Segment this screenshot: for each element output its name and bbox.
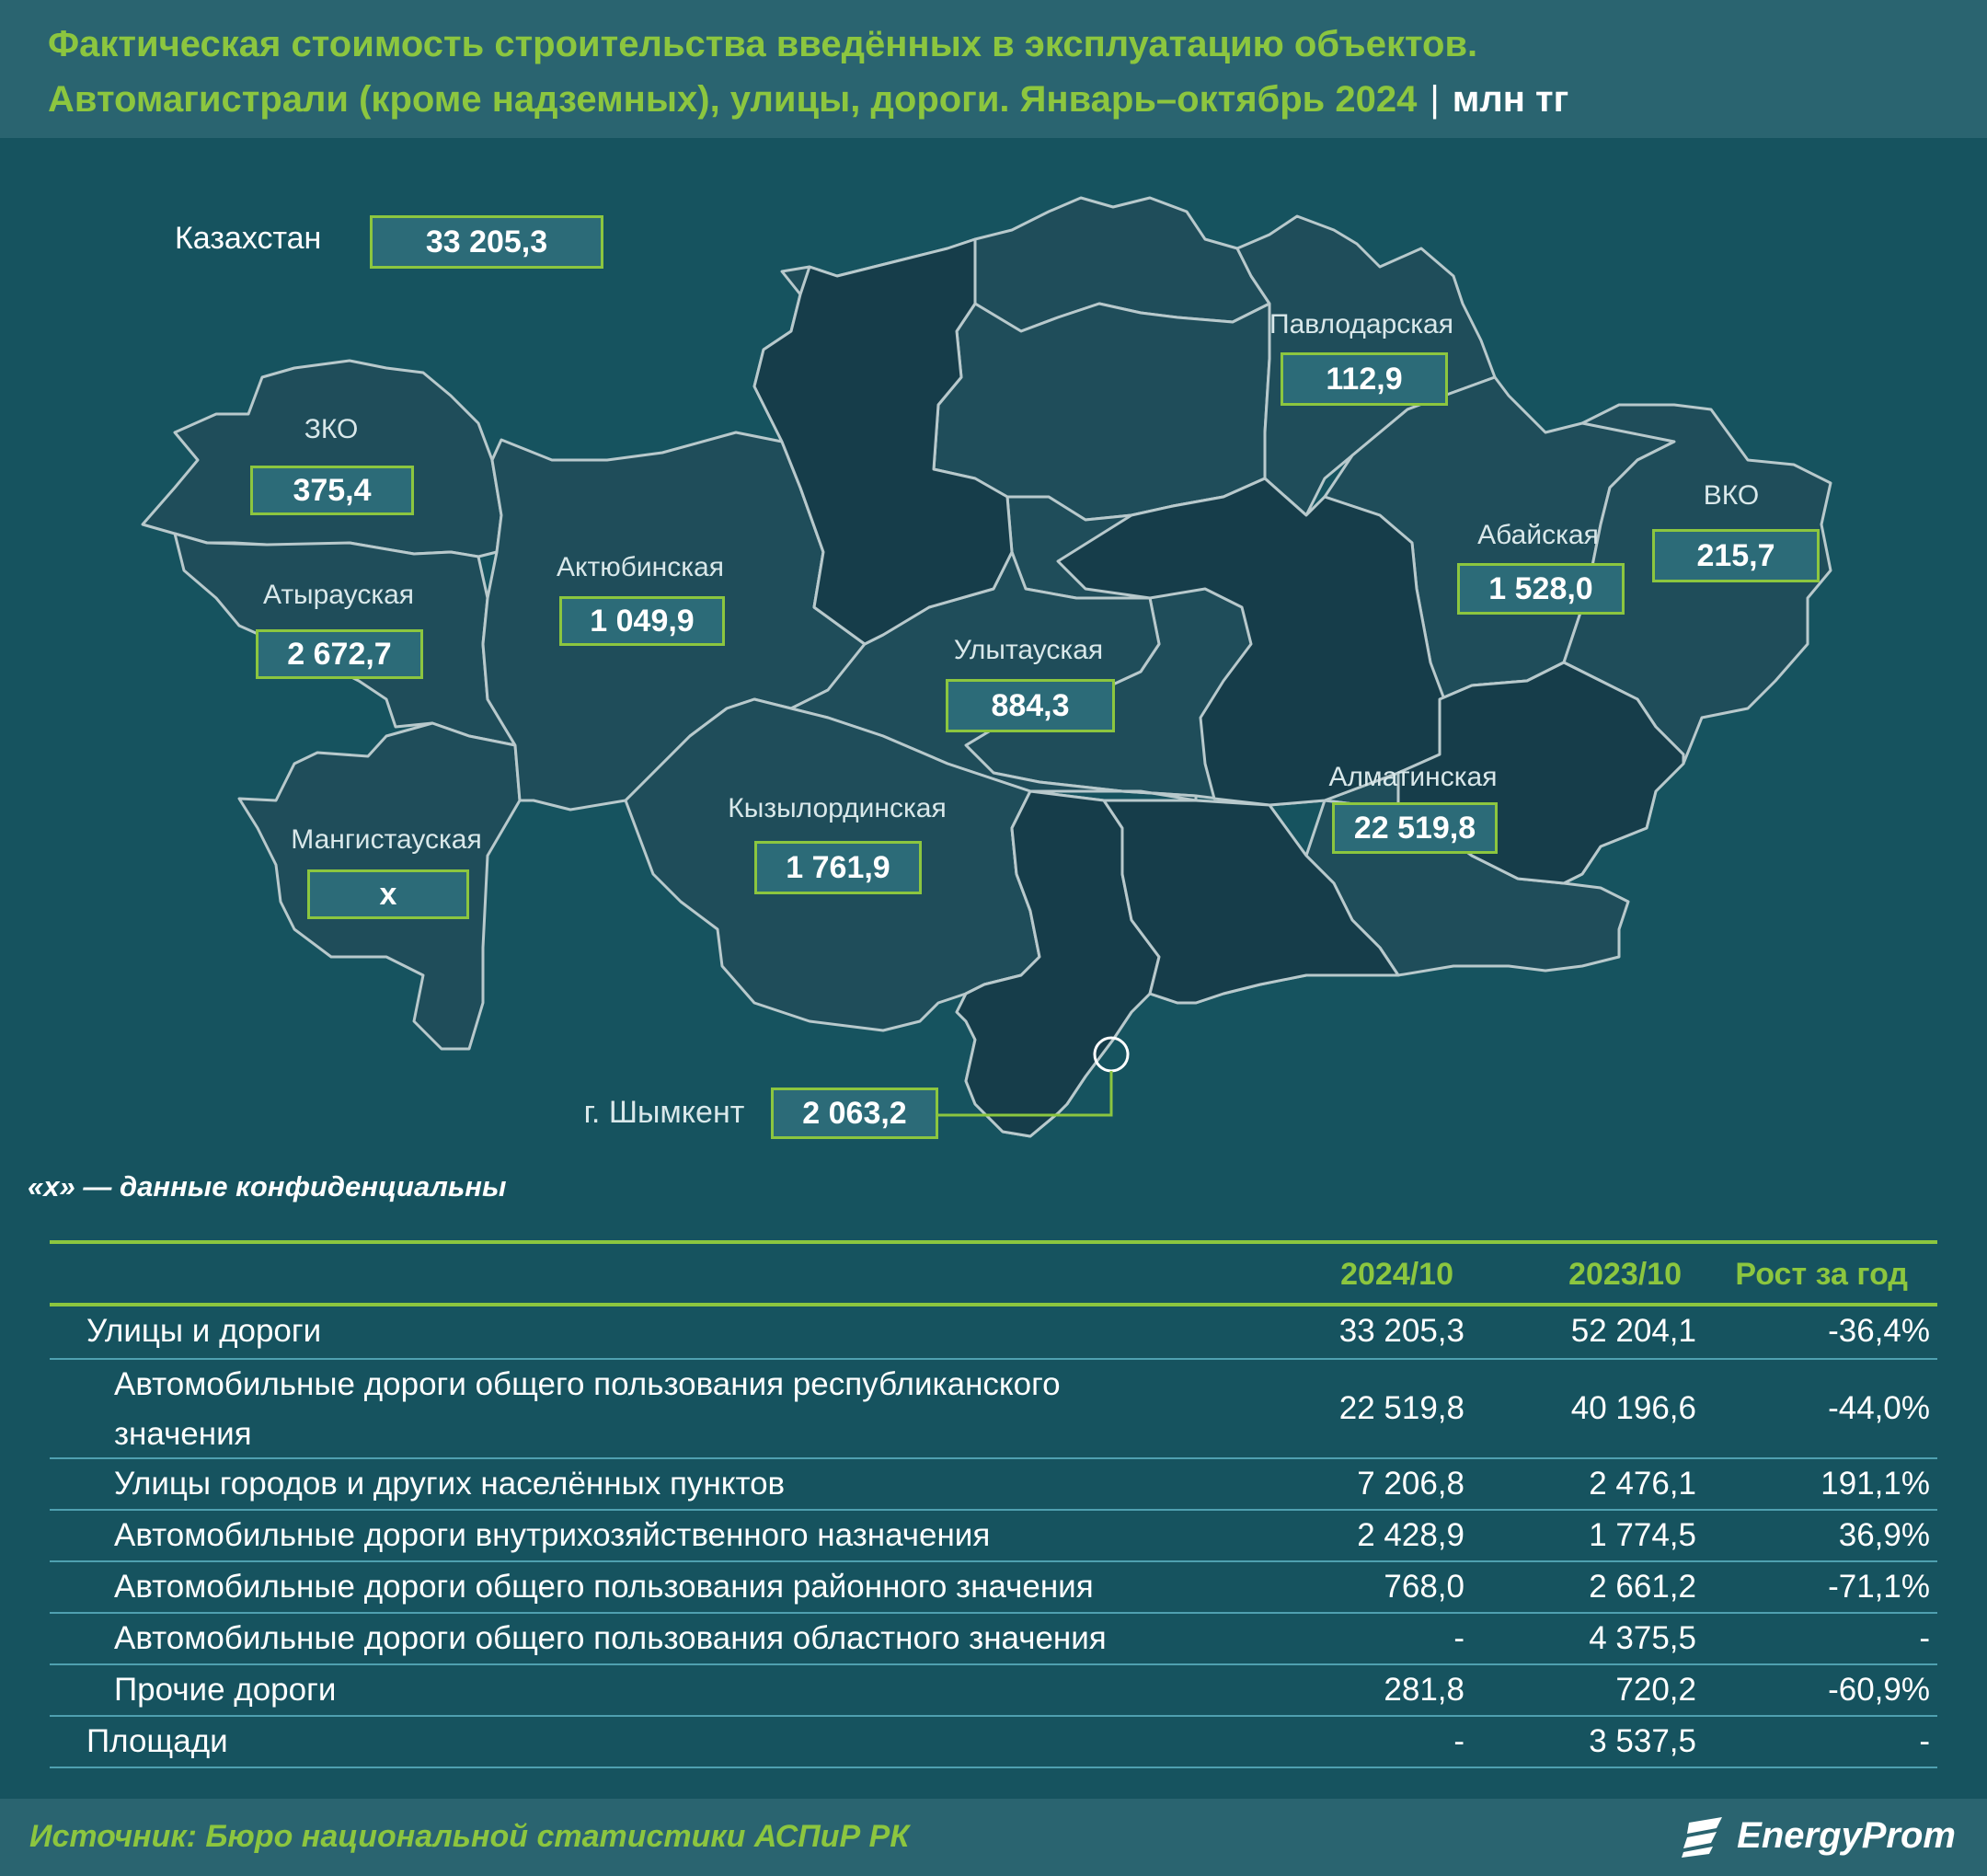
- brand-name: EnergyProm: [1737, 1814, 1956, 1856]
- row-growth: 36,9%: [1838, 1517, 1930, 1553]
- table-row: [50, 1665, 1937, 1717]
- row-name: Автомобильные дороги общего пользования областного значения: [114, 1620, 1107, 1656]
- row-value-2024: 2 428,9: [1357, 1517, 1464, 1553]
- region-label-kyzylorda: Кызылординская: [728, 793, 947, 823]
- region-label-shymkent: г. Шымкент: [583, 1095, 745, 1130]
- region-label-vko: ВКО: [1703, 480, 1760, 511]
- row-name-line-1: Автомобильные дороги общего пользования республиканского: [114, 1366, 1061, 1402]
- source-text: Источник: Бюро национальной статистики АСПиР РК: [29, 1819, 910, 1854]
- region-value-shymkent: 2 063,2: [771, 1088, 938, 1139]
- region-label-zko: ЗКО: [304, 414, 359, 444]
- row-name: Улицы и дороги: [86, 1313, 322, 1349]
- table-row: [50, 1511, 1937, 1562]
- region-value-zko: 375,4: [250, 466, 414, 515]
- row-value-2024: 768,0: [1384, 1569, 1464, 1605]
- region-label-ulytau: Улытауская: [953, 635, 1104, 665]
- region-value-pavlodar: 112,9: [1281, 352, 1448, 406]
- row-value-2023: 40 196,6: [1570, 1390, 1696, 1426]
- row-name: Площади: [86, 1723, 228, 1759]
- row-name: [114, 1360, 1061, 1459]
- data-table: [50, 1240, 1937, 1768]
- table-row: [50, 1614, 1937, 1665]
- row-value-2024: 33 205,3: [1338, 1313, 1464, 1349]
- row-value-2024: 7 206,8: [1357, 1466, 1464, 1502]
- title-line-2: [48, 79, 1568, 121]
- row-value-2023: 2 661,2: [1589, 1569, 1696, 1605]
- region-label-aktobe: Актюбинская: [557, 552, 724, 582]
- row-value-2024: -: [1453, 1723, 1464, 1759]
- header: [0, 0, 1987, 138]
- row-value-2023: 720,2: [1615, 1672, 1696, 1708]
- region-value-kyzylorda: 1 761,9: [754, 841, 922, 894]
- table-header: [50, 1244, 1937, 1306]
- table-row: [50, 1459, 1937, 1511]
- region-value-atyrau: 2 672,7: [256, 629, 423, 679]
- row-name: Автомобильные дороги общего пользования районного значения: [114, 1569, 1094, 1605]
- table-row: [50, 1562, 1937, 1614]
- row-name-line-2: значения: [114, 1416, 252, 1452]
- table-header-growth: Рост за год: [1735, 1257, 1908, 1292]
- region-value-aktobe: 1 049,9: [559, 596, 725, 646]
- confidential-note: «х» — данные конфиденциальны: [28, 1170, 507, 1203]
- kazakhstan-total-value: 33 205,3: [370, 215, 603, 269]
- region-value-abai: 1 528,0: [1457, 563, 1625, 615]
- row-value-2024: -: [1453, 1620, 1464, 1656]
- row-growth: -71,1%: [1828, 1569, 1930, 1605]
- region-value-mangistau: х: [307, 869, 469, 919]
- row-value-2024: 22 519,8: [1338, 1390, 1464, 1426]
- title-line-1: Фактическая стоимость строительства введённых в эксплуатацию объектов.: [48, 24, 1478, 64]
- row-growth: -: [1919, 1620, 1930, 1656]
- region-zko: [143, 361, 501, 557]
- row-value-2023: 52 204,1: [1570, 1313, 1696, 1349]
- row-value-2023: 3 537,5: [1589, 1723, 1696, 1759]
- row-growth: 191,1%: [1820, 1466, 1930, 1502]
- row-name: Прочие дороги: [114, 1672, 337, 1708]
- brand-logo: [1680, 1812, 1956, 1859]
- table-header-2023: 2023/10: [1568, 1257, 1682, 1292]
- region-label-atyrau: Атырауская: [262, 580, 415, 610]
- row-value-2023: 4 375,5: [1589, 1620, 1696, 1656]
- table-row: [50, 1360, 1937, 1459]
- row-value-2023: 2 476,1: [1589, 1466, 1696, 1502]
- row-value-2023: 1 774,5: [1589, 1517, 1696, 1553]
- energyprom-logo-icon: [1680, 1812, 1728, 1859]
- region-label-almaty: Алматинская: [1328, 762, 1498, 792]
- title-separator: |: [1430, 79, 1440, 120]
- title-line-2-text: Автомагистрали (кроме надземных), улицы, дороги. Январь–октябрь 2024: [48, 79, 1418, 120]
- kazakhstan-label: Казахстан: [175, 221, 322, 256]
- title-unit: млн тг: [1452, 79, 1569, 120]
- row-name: Улицы городов и других населённых пунктов: [114, 1466, 786, 1502]
- region-label-abai: Абайская: [1477, 520, 1599, 550]
- row-growth: -36,4%: [1828, 1313, 1930, 1349]
- footer: [0, 1799, 1987, 1876]
- row-growth: -60,9%: [1828, 1672, 1930, 1708]
- region-value-almaty: 22 519,8: [1332, 802, 1498, 854]
- table-header-2024: 2024/10: [1340, 1257, 1453, 1292]
- region-label-mangistau: Мангистауская: [291, 824, 482, 855]
- row-growth: -: [1919, 1723, 1930, 1759]
- table-row: [50, 1717, 1937, 1768]
- region-label-pavlodar: Павлодарская: [1269, 309, 1453, 340]
- table-row: [50, 1306, 1937, 1360]
- row-growth: -44,0%: [1828, 1390, 1930, 1426]
- row-name: Автомобильные дороги внутрихозяйственного назначения: [114, 1517, 991, 1553]
- row-value-2024: 281,8: [1384, 1672, 1464, 1708]
- region-value-vko: 215,7: [1652, 529, 1820, 582]
- region-value-ulytau: 884,3: [946, 679, 1115, 732]
